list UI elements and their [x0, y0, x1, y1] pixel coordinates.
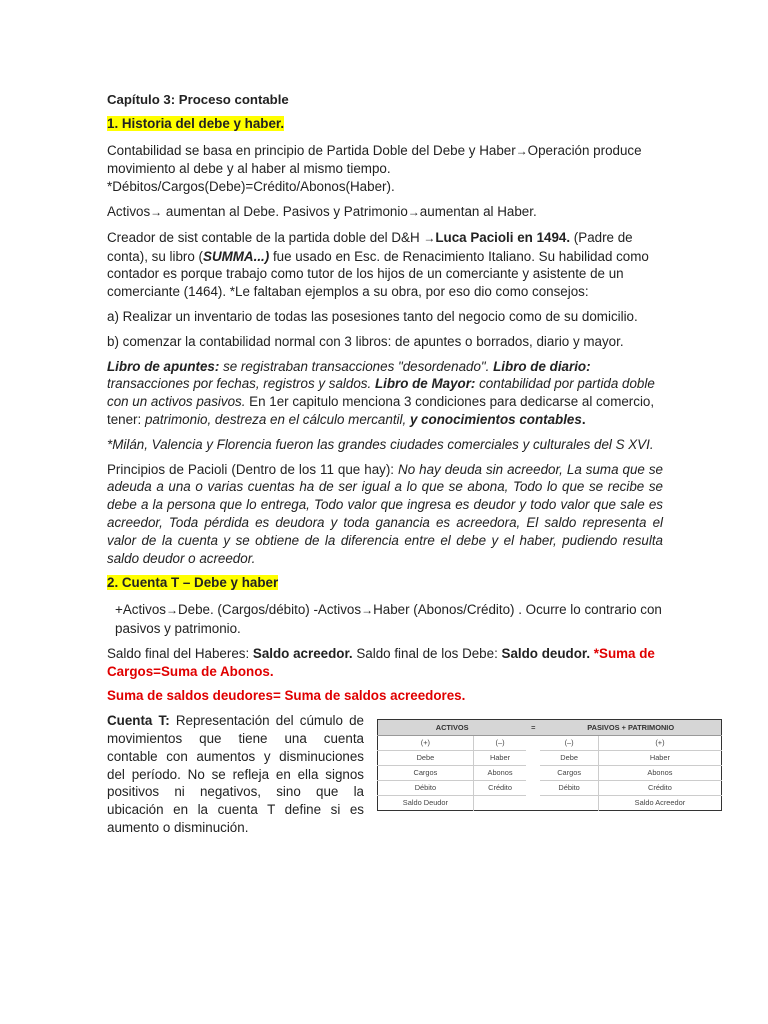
paragraph-saldo-final: Saldo final del Haberes: Saldo acreedor. Saldo final de los Debe: Saldo deudor. *Suma de Cargos=Suma de Abonos. [107, 645, 655, 679]
cuenta-t-section [107, 712, 686, 842]
table-cell: Abonos [473, 766, 526, 781]
t-account-table [377, 719, 722, 811]
table-cell: Saldo Acreedor [598, 796, 721, 811]
table-row [378, 751, 722, 766]
table-cell [473, 796, 526, 811]
paragraph-cuenta-t: Cuenta T: Representación del cúmulo de movimientos que tiene una cuenta contable con aumentos y disminuciones del período. No se refleja en ella signos positivos ni negativos, sino que la ubicación en la cuenta T define si es aumento o disminución. [107, 713, 364, 835]
paragraph-libros: b) comenzar la contabilidad normal con 3 libros: de apuntes o borrados, diario y mayor. [107, 333, 624, 349]
table-cell: Débito [540, 781, 598, 796]
paragraph-principios: Principios de Pacioli (Dentro de los 11 que hay): No hay deuda sin acreedor, La suma que se adeuda a una o varias cuentas ha de ser igual a lo que se abona, Todo lo que se recibe se debe a la persona que lo entrega, Todo valor que ingresa es deudor y todo valor que sale es acreedor, Toda pérdida es deudora y toda ganancia es acreedora, El saldo representa el valor de la cuenta y se obtiene de la diferencia entre el debe y el haber, pudiendo resulta saldo deudor o acreedor. [107, 461, 664, 566]
table-cell: Haber [598, 751, 721, 766]
table-cell: Cargos [540, 766, 598, 781]
table-cell: Debe [540, 751, 598, 766]
highlighted-heading: 2. Cuenta T – Debe y haber [107, 575, 279, 591]
paragraph-suma-saldos: Suma de saldos deudores= Suma de saldos acreedores. [107, 688, 466, 704]
table-row [378, 736, 722, 751]
table-cell: Débito [378, 781, 474, 796]
equals-sign: = [526, 720, 540, 736]
activos-header: ACTIVOS [378, 720, 527, 736]
table-cell: (–) [473, 736, 526, 751]
highlighted-heading: 1. Historia del debe y haber. [107, 115, 285, 131]
table-cell: Cargos [378, 766, 474, 781]
table-header-row [378, 720, 722, 736]
table-cell: Crédito [473, 781, 526, 796]
pasivos-header: PASIVOS + PATRIMONIO [540, 720, 721, 736]
table-cell: Crédito [598, 781, 721, 796]
arrow-icon: → [165, 603, 178, 618]
table-row [378, 796, 722, 811]
section-heading-2 [107, 574, 663, 592]
paragraph-inventario: a) Realizar un inventario de todas las posesiones tanto del negocio como de su domicilio. [107, 308, 638, 324]
paragraph-libros-detalle: Libro de apuntes: se registraban transacciones "desordenado". Libro de diario: transacciones por fechas, registros y saldos. Libro de Mayor: contabilidad por partida doble con un activos pasivos. En 1er capitulo menciona 3 condiciones para dedicarse al comercio, tener: patrimonio, destreza en el cálculo mercantil, y conocimientos contables. [107, 358, 655, 427]
table-cell: Haber [473, 751, 526, 766]
table-row [378, 781, 722, 796]
paragraph-partida-doble: Contabilidad se basa en principio de Partida Doble del Debe y Haber→Operación produce movimiento al debe y al haber al mismo tiempo. *Débitos/Cargos(Debe)=Crédito/Abonos(Haber). [107, 142, 642, 195]
table-cell: (+) [598, 736, 721, 751]
chapter-title: Capítulo 3: Proceso contable [107, 92, 289, 107]
arrow-icon: → [515, 143, 528, 158]
document-body [107, 91, 686, 842]
arrow-icon: → [423, 230, 436, 245]
table-cell: (+) [378, 736, 474, 751]
paragraph-pacioli: Creador de sist contable de la partida doble del D&H →Luca Pacioli en 1494. (Padre de conta), su libro (SUMMA...) fue usado en Esc. de Renacimiento Italiano. Su habilidad como contador es porque trabajo como tutor de los hijos de un comerciante y asistente de un comerciante (1464). *Le faltaban ejemplos a su obra, por eso dio como consejos: [107, 229, 649, 300]
paragraph-ciudades: *Milán, Valencia y Florencia fueron las grandes ciudades comerciales y culturales del S XVI. [107, 436, 654, 452]
table-row [378, 766, 722, 781]
section-heading-1 [107, 115, 663, 133]
table-cell: Saldo Deudor [402, 798, 448, 808]
paragraph-activos-pasivos: Activos→ aumentan al Debe. Pasivos y Patrimonio→aumentan al Haber. [107, 203, 537, 219]
arrow-icon: → [361, 603, 374, 618]
table-cell: Abonos [598, 766, 721, 781]
table-cell: (–) [540, 736, 598, 751]
table-cell [540, 796, 598, 811]
paragraph-activos-debe: +Activos→Debe. (Cargos/débito) -Activos→Haber (Abonos/Crédito) . Ocurre lo contrario con pasivos y patrimonio. [115, 602, 662, 636]
arrow-icon: → [150, 204, 163, 219]
arrow-icon: → [407, 204, 420, 219]
table-cell: Debe [378, 751, 474, 766]
